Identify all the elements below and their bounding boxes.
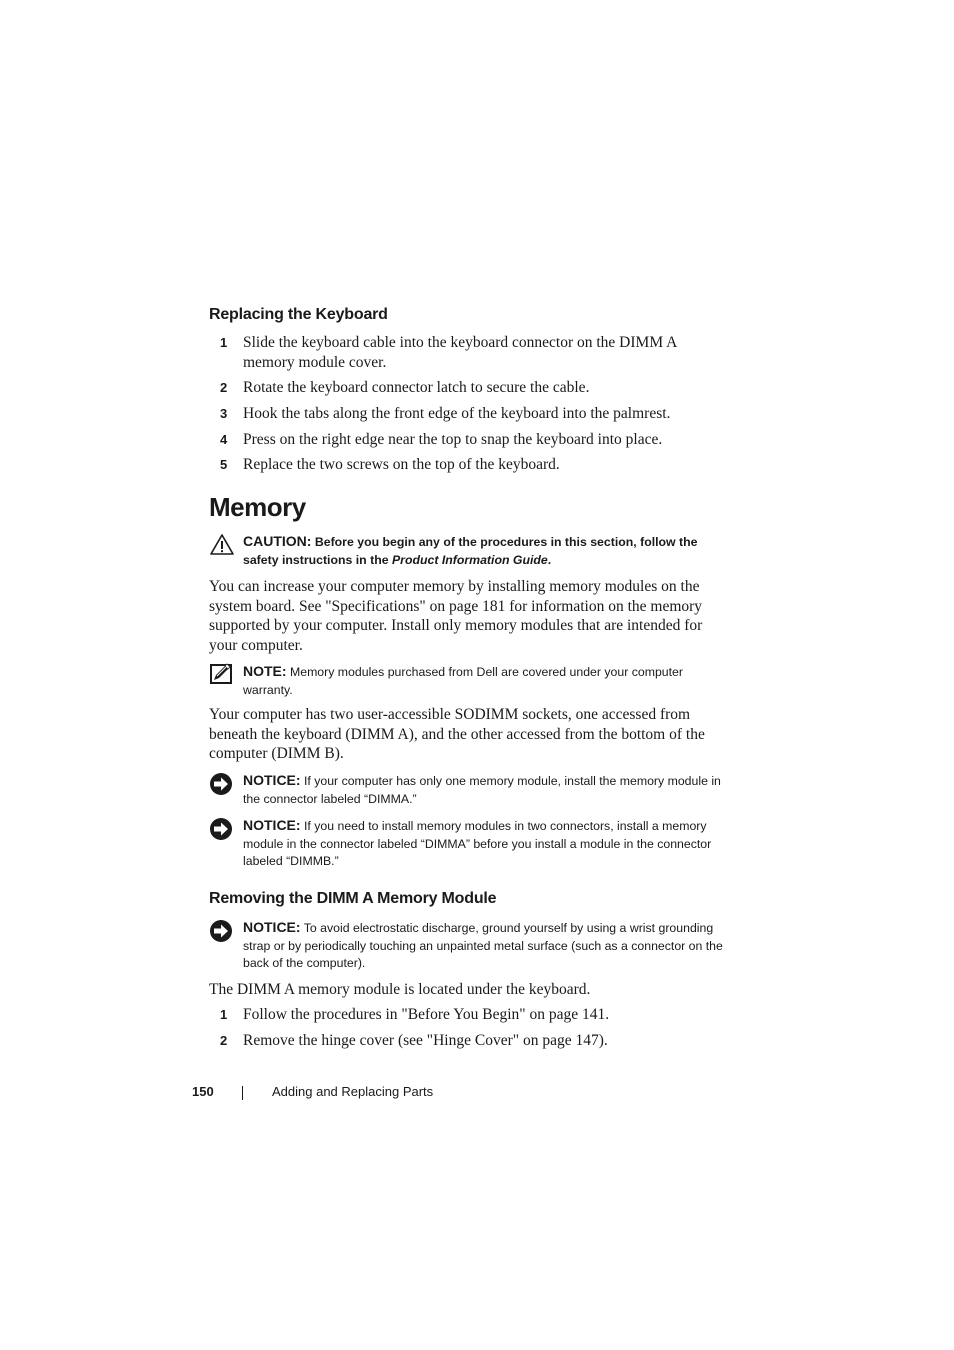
note-text: Memory modules purchased from Dell are covered under your computer warranty. [243,665,683,697]
step-text: Follow the procedures in "Before You Begin" on page 141. [243,1006,610,1023]
caution-triangle-icon [209,533,235,557]
step-number: 2 [220,1033,228,1048]
notice-arrow-icon [209,919,235,943]
caution-text: Before you begin any of the procedures in this section, follow the safety instructions in the [243,535,698,567]
list-item [209,378,729,398]
notice-text: If you need to install memory modules in two connectors, install a memory module in the connector labeled “DIMMA” before you install a module in the connector labeled “DIMMB.” [243,819,712,868]
list-item [209,1005,729,1025]
step-number: 1 [220,1007,228,1022]
list-item [209,455,729,475]
footer-divider [242,1086,243,1100]
notice-label: NOTICE: [243,772,301,788]
memory-intro-paragraph: You can increase your computer memory by installing memory modules on the system board. See "Specifications" on page 181 for information on the memory supported by your computer. Install only memory modules that are intended for your computer. [209,578,703,654]
caution-guide-title: Product Information Guide [391,552,548,567]
caution-label: CAUTION: [243,533,312,549]
step-number: 2 [220,380,228,395]
notice-callout [209,772,724,812]
list-item [209,404,729,424]
note-pencil-icon [209,663,235,687]
notice-callout [209,919,724,975]
caution-callout [209,533,724,573]
note-label: NOTE: [243,663,287,679]
list-item [209,333,729,373]
step-text: Replace the two screws on the top of the keyboard. [243,456,560,473]
list-item [209,430,729,450]
footer-section-title: Adding and Replacing Parts [272,1084,434,1099]
notice-callout [209,817,724,873]
caution-end: . [547,552,552,567]
step-number: 4 [220,432,228,447]
step-text: Slide the keyboard cable into the keyboard connector on the DIMM A memory module cover. [243,334,677,371]
notice-text: To avoid electrostatic discharge, ground yourself by using a wrist grounding strap or by periodically touching an unpainted metal surface (such as a connector on the back of the computer). [243,921,723,970]
notice-label: NOTICE: [243,919,301,935]
page-number: 150 [192,1084,214,1099]
step-number: 5 [220,457,228,472]
step-number: 3 [220,406,228,421]
section-heading-removing-dimm-a: Removing the DIMM A Memory Module [209,890,497,907]
step-number: 1 [220,335,228,350]
list-item [209,1031,729,1051]
notice-label: NOTICE: [243,817,301,833]
step-text: Rotate the keyboard connector latch to secure the cable. [243,379,590,396]
notice-text: If your computer has only one memory module, install the memory module in the connector labeled “DIMMA.” [243,774,721,806]
page-title: Memory [209,492,306,522]
section-heading-replacing-keyboard: Replacing the Keyboard [209,306,388,323]
notice-arrow-icon [209,817,235,841]
sockets-paragraph: Your computer has two user-accessible SODIMM sockets, one accessed from beneath the keyboard (DIMM A), and the other accessed from the bottom of the computer (DIMM B). [209,706,705,762]
location-paragraph: The DIMM A memory module is located under the keyboard. [209,981,591,998]
note-callout [209,663,724,703]
step-text: Hook the tabs along the front edge of the keyboard into the palmrest. [243,405,671,422]
step-text: Press on the right edge near the top to snap the keyboard into place. [243,431,663,448]
notice-arrow-icon [209,772,235,796]
step-text: Remove the hinge cover (see "Hinge Cover" on page 147). [243,1032,608,1049]
